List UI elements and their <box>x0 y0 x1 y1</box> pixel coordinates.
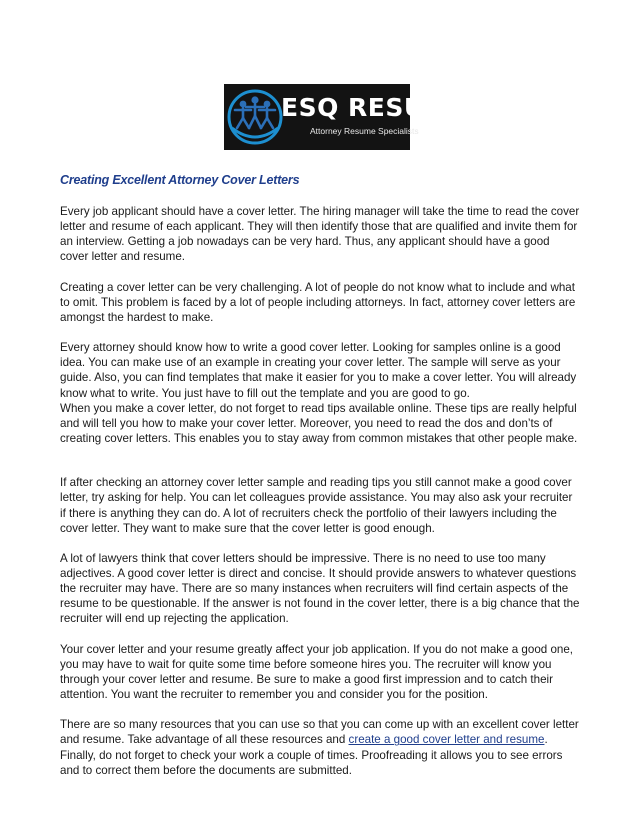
paragraph-with-link <box>60 717 580 778</box>
document-title: Creating Excellent Attorney Cover Letters <box>60 173 300 187</box>
stick-figures-circle-icon <box>224 84 286 150</box>
paragraph-text: There are so many resources that you can use so that you can come up with an excellent cover letter and resume. Take advantage of all these resources and <box>60 718 579 747</box>
paragraph: Creating a cover letter can be very challenging. A lot of people do not know what to include and what to omit. This problem is faced by a lot of people including attorneys. In fact, attorney cover letters are amongst the hardest to make. <box>60 280 576 324</box>
cover-letter-link[interactable]: create a good cover letter and resume <box>348 733 545 747</box>
paragraph: Every attorney should know how to write a good cover letter. Looking for samples online is a good idea. You can make use of an example in creating your cover letter. The sample will serve as your guide. Also, you can find templates that make it easier for you to make a cover letter. You will already know what to write. You just have to fill out the template and you are good to go. <box>60 341 577 400</box>
company-logo <box>224 84 468 150</box>
logo-subtitle: Attorney Resume Specialists <box>310 126 419 136</box>
paragraph-text: . Finally, do not forget to check your work a couple of times. Proofreading it allows you to see errors and to correct them before the documents are submitted. <box>60 733 563 777</box>
paragraph: Every job applicant should have a cover letter. The hiring manager will take the time to read the cover letter and resume of each applicant. They will then identify those that are qualified and invite them for an interview. Getting a job nowadays can be very hard. Thus, any applicant should have a good cover letter and resume. <box>60 205 580 264</box>
logo-title: ESQ RESUME <box>281 93 468 122</box>
paragraph: If after checking an attorney cover letter sample and reading tips you still cannot make a good cover letter, try asking for help. You can let colleagues provide assistance. You may also ask your recruiter if there is anything they can do. A lot of recruiters check the portfolio of their lawyers including the cover letter. They want to make sure that the cover letter is good enough. <box>60 476 573 535</box>
paragraph: Your cover letter and your resume greatly affect your job application. If you do not make a good one, you may have to wait for quite some time before someone hires you. The recruiter will know you through your cover letter and resume. Be sure to make a good first impression and to catch their attention. You want the recruiter to remember you and consider you for the position. <box>60 642 574 702</box>
paragraph: A lot of lawyers think that cover letters should be impressive. There is no need to use too many adjectives. A good cover letter is direct and concise. It should provide answers to whatever questions the recruiter may have. There are so many instances when recruiters will find certain aspects of the resume to be questionable. If the answer is not found in the cover letter, there is a big chance that the recruiter will end up rejecting the application. <box>60 551 580 626</box>
document-body <box>60 204 580 793</box>
paragraph: When you make a cover letter, do not forget to read tips available online. These tips are really helpful and will tell you how to make your cover letter. Moreover, you need to read the dos and don’ts of creating cover letters. This enables you to stay away from common mistakes that other people make. <box>60 401 578 446</box>
